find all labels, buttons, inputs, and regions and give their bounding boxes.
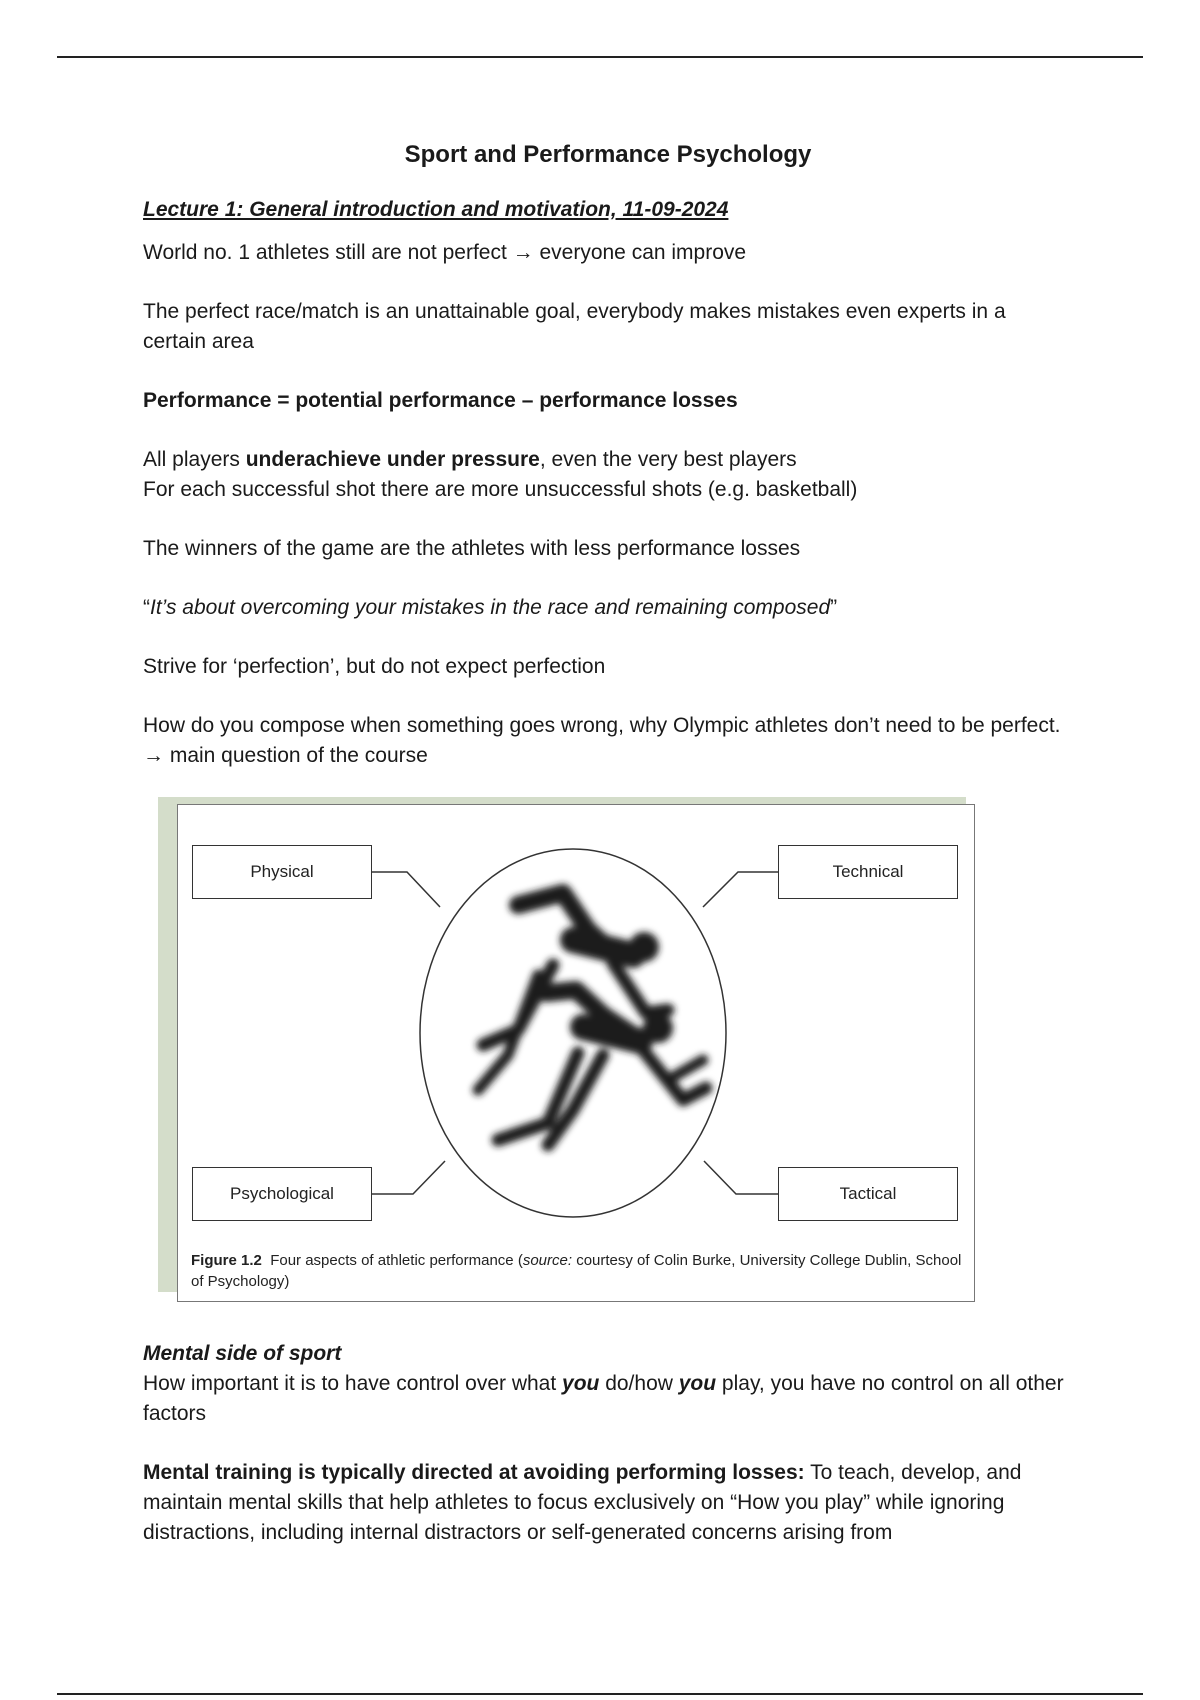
figure-frame [177,804,975,1302]
emphasis-you: you [678,1372,717,1395]
text-span: play, you have no control on all other factors [143,1372,1064,1425]
caption-text: courtesy of Colin Burke, University College Dublin, School of Psychology) [191,1252,962,1290]
connector-physical [369,872,440,907]
lecture-heading: Lecture 1: General introduction and motivation, 11-09-2024 [143,198,729,221]
paragraph-winners: The winners of the game are the athletes with less performance losses [143,537,801,560]
label-psychological: Psychological [192,1167,372,1221]
connector-psychological [369,1161,445,1194]
text-span: To teach, develop, and maintain mental skills that help athletes to focus exclusively on “How you play” while ignoring distractions, including internal distractors or self-generated concerns arising from [143,1461,1022,1544]
section-heading-mental-side: Mental side of sport [143,1342,342,1365]
caption-number: Figure 1.2 [191,1252,262,1269]
connector-tactical [704,1161,778,1194]
quote-text: It’s about overcoming your mistakes in the race and remaining composed [150,596,831,619]
paragraph-strive: Strive for ‘perfection’, but do not expect perfection [143,655,606,678]
paragraph-control [143,1369,1073,1429]
top-rule [57,56,1143,58]
quote-close: ” [830,596,838,619]
paragraph-main-question: How do you compose when something goes wrong, why Olympic athletes don’t need to be perfect. → main question of the course [143,714,1061,767]
emphasis-you: you [562,1372,600,1395]
paragraph-perfect-race: The perfect race/match is an unattainable goal, everybody makes mistakes even experts in a certain area [143,300,1006,353]
caption-source-label: source: [522,1252,573,1269]
figure-four-aspects [143,788,1053,1316]
paragraph-mental-training [143,1458,1073,1548]
paragraph-world-no1: World no. 1 athletes still are not perfect → everyone can improve [143,241,747,264]
emphasis-underachieve: underachieve under pressure [245,448,540,471]
label-technical: Technical [778,845,958,899]
emphasis-mental-training: Mental training is typically directed at avoiding performing losses: [143,1461,805,1484]
document-title: Sport and Performance Psychology [404,141,812,168]
document-body-continued [143,1339,1073,1577]
quote-open: “ [143,596,150,619]
paragraph-underachieve [143,445,1073,475]
quote [143,593,1073,623]
text-span: , even the very best players [539,448,797,471]
text-span: All players [143,448,246,471]
text-span: do/how [599,1372,679,1395]
performance-formula: Performance = potential performance – performance losses [143,389,738,412]
connector-technical [703,872,778,907]
text-span: How important it is to have control over what [143,1372,563,1395]
caption-text: Four aspects of athletic performance ( [270,1252,523,1269]
figure-caption [191,1250,966,1292]
bottom-rule [57,1693,1143,1695]
document-body [143,140,1073,800]
label-tactical: Tactical [778,1167,958,1221]
label-physical: Physical [192,845,372,899]
paragraph-successful-shot: For each successful shot there are more unsuccessful shots (e.g. basketball) [143,478,858,501]
